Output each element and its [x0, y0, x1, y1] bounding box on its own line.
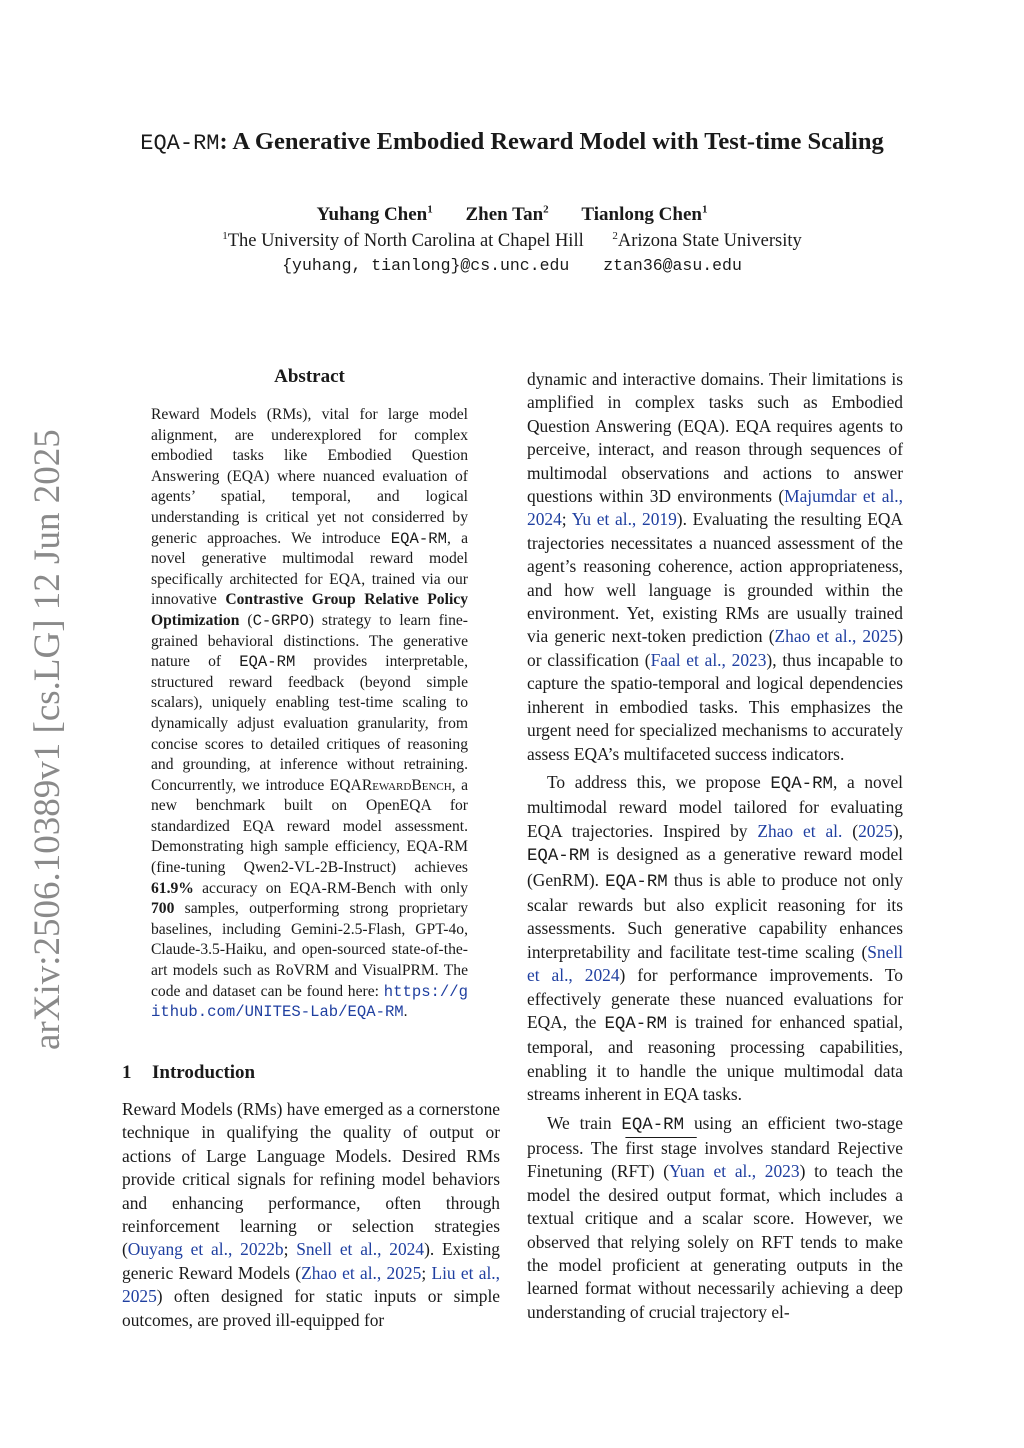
- benchmark-name: EQARewardBench: [329, 776, 452, 794]
- citation-link[interactable]: Yuan et al., 2023: [669, 1161, 800, 1182]
- model-name: EQA-RM: [770, 774, 833, 794]
- author: [581, 204, 707, 225]
- paragraph: To address this, we propose EQA-RM, a novel multimodal reward model tailored for evaluating EQA trajectories. Inspired by Zhao et al. (2025), EQA-RM is designed as a generative reward model (GenRM). EQA-RM thus is able to produce not only scalar rewards but also explicit reasoning for its assessments. Such generative capability enhances interpretability and facilitate test-time scaling (Snell et al., 2024) for performance improvements. To effectively generate these nuanced evaluations for EQA, the EQA-RM is trained for enhanced spatial, temporal, and reasoning processing capabilities, enabling it to handle the unique multimodal data streams inherent in EQA tasks.: [527, 771, 903, 1105]
- author-name: Zhen Tan: [465, 204, 544, 225]
- annotated-phrase: first stage: [625, 1138, 697, 1158]
- introduction-paragraph: Reward Models (RMs) have emerged as a cornerstone technique in qualifying the quality of output or actions of Large Language Models. Desired RMs provide critical signals for refining model behaviors and enhancing performance, often through reinforcement learning or selection strategies (Ouyang et al., 2022b; Snell et al., 2024). Existing generic Reward Models (Zhao et al., 2025; Liu et al., 2025) often designed for static inputs or simple outcomes, are proved ill-equipped for: [122, 1099, 500, 1330]
- citation-link[interactable]: Snell et al., 2024: [296, 1239, 425, 1260]
- citation-link[interactable]: Faal et al., 2023: [650, 649, 767, 670]
- author-name: Yuhang Chen: [316, 204, 428, 225]
- author: [466, 204, 549, 225]
- citation-link[interactable]: Ouyang et al., 2022b: [127, 1239, 284, 1260]
- author-list: [80, 204, 944, 226]
- paragraph: We train EQA-RM using an efficient two-stage process. The first stage involves standard Rejective Finetuning (RFT) (Yuan et al., 2023) to teach the model the desired output format, which includes a textual critique and a scalar score. However, we observed that relying solely on RFT tends to make the model proficient at generating outputs in the learned format without necessarily achieving a deep understanding of crucial trajectory el-: [527, 1112, 904, 1322]
- abstract-heading: Abstract: [274, 366, 345, 387]
- author-name: Tianlong Chen: [581, 204, 702, 225]
- citation-link[interactable]: Majumdar et al., 2024: [527, 486, 903, 530]
- email[interactable]: {yuhang, tianlong}@cs.unc.edu: [282, 256, 570, 275]
- affiliation: [222, 231, 584, 251]
- citation-link[interactable]: 2025: [858, 820, 893, 841]
- title-model-name: EQA-RM: [140, 131, 220, 156]
- email-list: [80, 256, 944, 275]
- section-number: 1: [122, 1062, 132, 1083]
- citation-link[interactable]: Zhao et al., 2025: [301, 1262, 422, 1283]
- method-abbrev: C-GRPO: [252, 611, 309, 630]
- citation-link[interactable]: Zhao et al., 2025: [774, 626, 898, 647]
- affiliation-name: The University of North Carolina at Chapel Hill: [227, 231, 584, 251]
- title-text: : A Generative Embodied Reward Model with Test-time Scaling: [219, 128, 884, 155]
- arxiv-identifier: arXiv:2506.10389v1 [cs.LG] 12 Jun 2025: [27, 429, 68, 1050]
- author-affil-mark: 2: [543, 203, 549, 216]
- model-name: EQA-RM: [390, 529, 447, 548]
- paragraph: dynamic and interactive domains. Their limitations is amplified in complex tasks such as Embodied Question Answering (EQA). EQA requires agents to perceive, interact, and reason through sequences of multimodal observations and actions to answer questions within 3D environments (Majumdar et al., 2024; Yu et al., 2019). Evaluating the resulting EQA trajectories necessitates a nuanced assessment of the agent’s reasoning coherence, action appropriateness, and how well language is grounded within the environment. Yet, existing RMs are usually trained via generic next-token prediction (Zhao et al., 2025) or classification (Faal et al., 2023), thus incapable to capture the spatio-temporal and logical dependencies inherent in embodied tasks. This emphasizes the urgent need for specialized mechanisms to accurately assess EQA’s multifaceted success indicators.: [527, 369, 903, 764]
- code-link[interactable]: https://github.com/UNITES-Lab/EQA-RM: [151, 982, 468, 1022]
- author-affil-mark: 1: [701, 203, 708, 216]
- paper-title: [80, 128, 944, 156]
- model-name: EQA-RM: [604, 1014, 668, 1034]
- author: [317, 204, 433, 225]
- section-heading-introduction: [122, 1062, 502, 1084]
- affiliation: [612, 231, 801, 251]
- affil-mark: 1: [222, 229, 228, 242]
- email[interactable]: ztan36@asu.edu: [603, 256, 742, 275]
- method-name: Contrastive Group Relative Policy Optimization: [151, 591, 468, 629]
- citation-link[interactable]: Zhao et al.: [757, 820, 843, 841]
- affiliation-name: Arizona State University: [617, 231, 802, 251]
- citation-link[interactable]: Snell et al., 2024: [527, 941, 903, 986]
- right-column: [527, 368, 903, 1329]
- citation-link[interactable]: Yu et al., 2019: [571, 509, 677, 530]
- author-affil-mark: 1: [427, 203, 433, 216]
- sample-count: 700: [151, 900, 175, 918]
- citation-link[interactable]: Liu et al., 2025: [122, 1262, 500, 1307]
- abstract-body: Reward Models (RMs), vital for large model alignment, are underexplored for complex embodied tasks like Embodied Question Answering (EQA) where nuanced evaluation of agents’ spatial, temporal, and logical understanding is critical yet not considerred by generic approaches. We introduce EQA-RM, a novel generative multimodal reward model specifically architected for EQA, trained via our innovative Contrastive Group Relative Policy Optimization (C-GRPO) strategy to learn fine-grained behavioral distinctions. The generative nature of EQA-RM provides interpretable, structured reward feedback (beyond simple scalars), uniquely enabling test-time scaling to dynamically adjust evaluation granularity, from concise scores to detailed critiques of reasoning and grounding, at inference without retraining. Concurrently, we introduce EQARewardBench, a new benchmark built on OpenEQA for standardized EQA reward model assessment. Demonstrating high sample efficiency, EQA-RM (fine-tuning Qwen2-VL-2B-Instruct) achieves 61.9% accuracy on EQA-RM-Bench with only 700 samples, outperforming strong proprietary baselines, including Gemini-2.5-Flash, GPT-4o, Claude-3.5-Haiku, and open-sourced state-of-the-art models such as RoVRM and VisualPRM. The code and dataset can be found here: https://github.com/UNITES-Lab/EQA-RM.: [151, 406, 469, 1022]
- model-name: EQA-RM: [621, 1115, 685, 1135]
- section-title: Introduction: [152, 1062, 256, 1083]
- affil-mark: 2: [612, 229, 618, 242]
- accuracy-value: 61.9%: [151, 879, 194, 897]
- model-name: EQA-RM: [605, 872, 668, 892]
- affiliation-list: [80, 231, 944, 252]
- model-name: EQA-RM: [239, 653, 296, 672]
- model-name: EQA-RM: [527, 847, 590, 867]
